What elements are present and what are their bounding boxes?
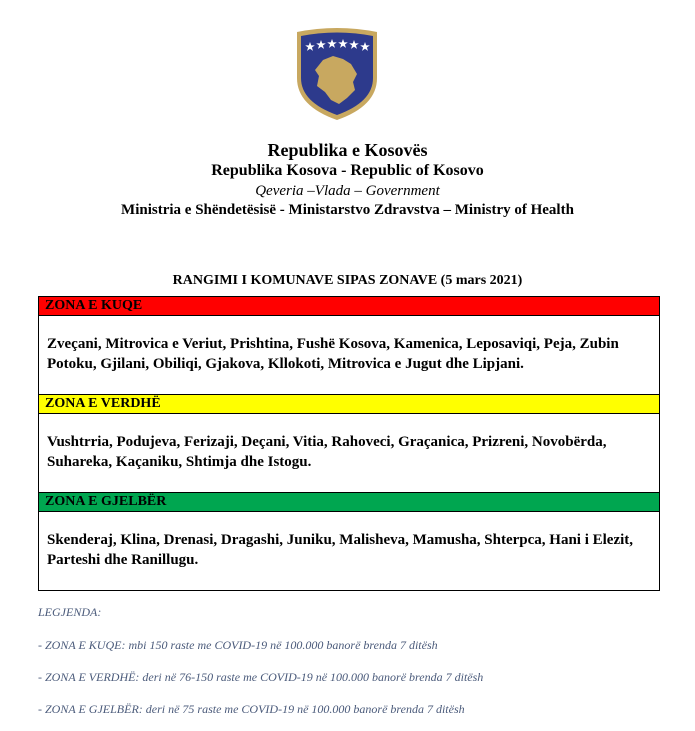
zone-header-red: ZONA E KUQE: [39, 297, 659, 316]
document-title: RANGIMI I KOMUNAVE SIPAS ZONAVE (5 mars 2021): [172, 273, 523, 288]
zone-header-yellow: ZONA E VERDHË: [39, 395, 659, 414]
zones-table: [38, 296, 660, 591]
header-country: Republika e Kosovës: [267, 140, 428, 160]
kosovo-coat-of-arms-icon: [293, 26, 381, 122]
zone-list-yellow: Vushtrria, Podujeva, Ferizaji, Deçani, Vitia, Rahoveci, Graçanica, Prizreni, Novobërda, Suhareka, Kaçaniku, Shtimja dhe Istogu.: [39, 414, 659, 493]
header-country-translations: Republika Kosova - Republic of Kosovo: [211, 162, 484, 179]
legend-title: LEGJENDA:: [38, 605, 102, 619]
zone-list-green: Skenderaj, Klina, Drenasi, Dragashi, Juniku, Malisheva, Mamusha, Shterpca, Hani i Elezit, Parteshi dhe Ranillugu.: [47, 532, 634, 568]
legend-item-yellow: - ZONA E VERDHË: deri në 76-150 raste me COVID-19 në 100.000 banorë brenda 7 ditësh: [38, 670, 484, 684]
legend-item-red: - ZONA E KUQE: mbi 150 raste me COVID-19 në 100.000 banorë brenda 7 ditësh: [38, 638, 438, 652]
header-ministry: Ministria e Shëndetësisë - Ministarstvo Zdravstva – Ministry of Health: [121, 202, 574, 218]
legend-item-green: - ZONA E GJELBËR: deri në 75 raste me COVID-19 në 100.000 banorë brenda 7 ditësh: [38, 702, 465, 716]
zone-list-red: Zveçani, Mitrovica e Veriut, Prishtina, Fushë Kosova, Kamenica, Leposaviqi, Peja, Zubin Potoku, Gjilani, Obiliqi, Gjakova, Kllokoti, Mitrovica e Jugut dhe Lipjani.: [39, 316, 659, 395]
zone-header-green: ZONA E GJELBËR: [39, 493, 659, 512]
header-government: Qeveria –Vlada – Government: [255, 183, 440, 199]
